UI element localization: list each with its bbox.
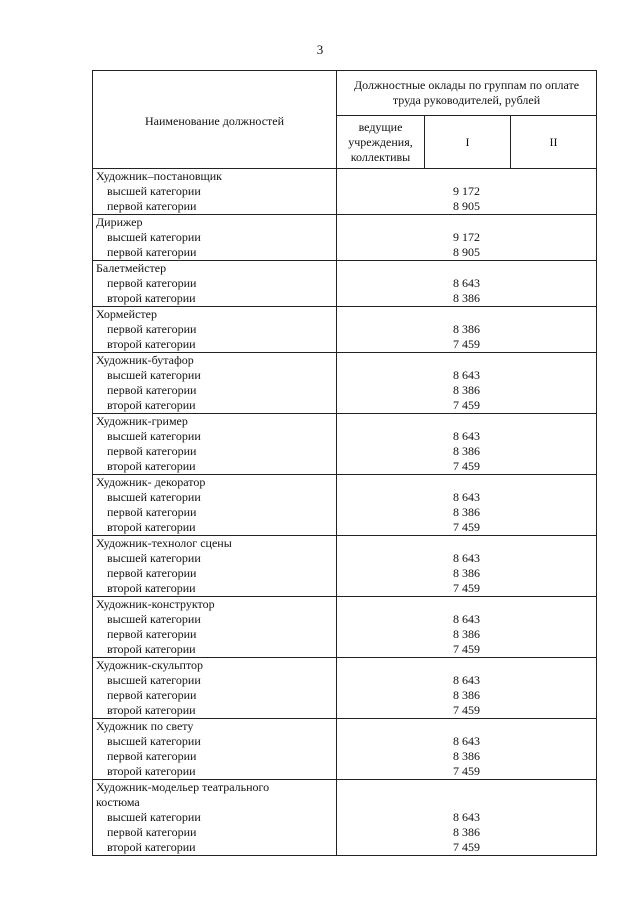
position-cell <box>93 307 337 353</box>
position-title: Хормейстер <box>96 307 157 321</box>
salary-value: 7 459 <box>453 581 481 595</box>
table-row <box>93 353 597 414</box>
salary-cell <box>337 215 597 261</box>
category-label: второй категории <box>107 703 196 717</box>
category-label: высшей категории <box>107 734 201 748</box>
category-label: второй категории <box>107 459 196 473</box>
table-row <box>93 597 597 658</box>
table-row <box>93 307 597 353</box>
position-cell <box>93 169 337 215</box>
salary-value: 8 386 <box>453 383 481 397</box>
salary-value: 9 172 <box>453 184 481 198</box>
table-row <box>93 719 597 780</box>
category-label: высшей категории <box>107 551 201 565</box>
category-label: высшей категории <box>107 673 201 687</box>
salary-value: 8 386 <box>453 291 481 305</box>
salary-cell <box>337 597 597 658</box>
category-label: второй категории <box>107 840 196 854</box>
salary-value: 8 386 <box>453 505 481 519</box>
salary-cell <box>337 414 597 475</box>
position-cell <box>93 414 337 475</box>
group-1-header: I <box>425 116 511 169</box>
category-label: первой категории <box>107 505 197 519</box>
position-title: Художник-бутафор <box>96 353 194 367</box>
category-label: второй категории <box>107 642 196 656</box>
salary-spacer <box>337 475 596 490</box>
salary-value: 8 386 <box>453 825 481 839</box>
salary-value: 7 459 <box>453 459 481 473</box>
salary-spacer <box>337 261 596 276</box>
position-title: Дирижер <box>96 215 143 229</box>
salary-cell <box>337 658 597 719</box>
table-row <box>93 475 597 536</box>
salary-value: 7 459 <box>453 337 481 351</box>
category-label: второй категории <box>107 764 196 778</box>
salary-spacer <box>337 658 596 673</box>
category-label: высшей категории <box>107 810 201 824</box>
category-label: первой категории <box>107 322 197 336</box>
group-2-header: II <box>511 116 597 169</box>
category-label: первой категории <box>107 566 197 580</box>
position-title: Художник-гример <box>96 414 188 428</box>
salary-cell <box>337 261 597 307</box>
table-row <box>93 169 597 215</box>
position-title: Художник-скульптор <box>96 658 204 672</box>
category-label: высшей категории <box>107 429 201 443</box>
salary-cell <box>337 475 597 536</box>
salary-cell <box>337 169 597 215</box>
category-label: высшей категории <box>107 490 201 504</box>
category-label: первой категории <box>107 276 197 290</box>
salary-value: 7 459 <box>453 642 481 656</box>
salary-value: 8 643 <box>453 368 481 382</box>
position-cell <box>93 536 337 597</box>
category-label: первой категории <box>107 688 197 702</box>
position-cell <box>93 780 337 856</box>
salary-table <box>92 70 597 856</box>
salary-spacer <box>337 353 596 368</box>
leading-institutions-header: ведущие учреждения, коллективы <box>337 116 425 169</box>
position-title: Художник-модельер театрального <box>96 780 270 794</box>
salary-spacer <box>337 780 596 795</box>
position-title: Художник-конструктор <box>96 597 215 611</box>
salary-value: 8 643 <box>453 551 481 565</box>
category-label: второй категории <box>107 581 196 595</box>
category-label: первой категории <box>107 444 197 458</box>
category-label: высшей категории <box>107 230 201 244</box>
position-title: Художник–постановщик <box>96 169 222 183</box>
category-label: второй категории <box>107 337 196 351</box>
salary-spacer <box>337 215 596 230</box>
category-label: второй категории <box>107 398 196 412</box>
salary-value: 8 643 <box>453 734 481 748</box>
category-label: первой категории <box>107 245 197 259</box>
table-row <box>93 536 597 597</box>
salary-value: 8 386 <box>453 566 481 580</box>
table-row <box>93 658 597 719</box>
salary-cell <box>337 353 597 414</box>
position-cell <box>93 597 337 658</box>
salary-cell <box>337 307 597 353</box>
table-row <box>93 780 597 856</box>
salary-value: 7 459 <box>453 764 481 778</box>
salary-spacer <box>337 536 596 551</box>
position-cell <box>93 658 337 719</box>
header-row-1 <box>93 71 597 116</box>
position-title: Художник-технолог сцены <box>96 536 232 550</box>
category-label: первой категории <box>107 383 197 397</box>
salary-value: 8 643 <box>453 276 481 290</box>
salary-value: 7 459 <box>453 703 481 717</box>
salary-value: 7 459 <box>453 840 481 854</box>
position-name-header: Наименование должностей <box>93 71 337 169</box>
salary-value: 8 905 <box>453 199 481 213</box>
position-cell <box>93 261 337 307</box>
position-title: Художник- декоратор <box>96 475 206 489</box>
category-label: второй категории <box>107 520 196 534</box>
salary-value: 7 459 <box>453 520 481 534</box>
table-row <box>93 215 597 261</box>
salary-value: 8 386 <box>453 322 481 336</box>
category-label: первой категории <box>107 749 197 763</box>
salary-value: 7 459 <box>453 398 481 412</box>
category-label: высшей категории <box>107 612 201 626</box>
salary-spacer <box>337 719 596 734</box>
salary-group-header: Должностные оклады по группам по оплате труда руководителей, рублей <box>337 71 597 116</box>
category-label: высшей категории <box>107 368 201 382</box>
category-label: высшей категории <box>107 184 201 198</box>
category-label: первой категории <box>107 199 197 213</box>
position-cell <box>93 215 337 261</box>
table-body <box>93 169 597 856</box>
position-title: Балетмейстер <box>96 261 167 275</box>
salary-value: 8 905 <box>453 245 481 259</box>
salary-spacer <box>337 597 596 612</box>
category-label: второй категории <box>107 291 196 305</box>
salary-value: 8 386 <box>453 627 481 641</box>
salary-cell <box>337 719 597 780</box>
salary-spacer <box>337 169 596 184</box>
salary-value: 8 643 <box>453 429 481 443</box>
salary-value: 8 386 <box>453 749 481 763</box>
position-title: костюма <box>96 795 140 809</box>
salary-value: 8 643 <box>453 490 481 504</box>
salary-value: 8 386 <box>453 688 481 702</box>
salary-spacer <box>337 307 596 322</box>
table-row <box>93 414 597 475</box>
position-cell <box>93 475 337 536</box>
table-row <box>93 261 597 307</box>
salary-value: 8 643 <box>453 673 481 687</box>
salary-spacer <box>337 414 596 429</box>
salary-value: 8 643 <box>453 810 481 824</box>
salary-value: 8 643 <box>453 612 481 626</box>
category-label: первой категории <box>107 627 197 641</box>
salary-value: 8 386 <box>453 444 481 458</box>
position-cell <box>93 719 337 780</box>
category-label: первой категории <box>107 825 197 839</box>
salary-spacer <box>337 795 596 810</box>
position-cell <box>93 353 337 414</box>
salary-cell <box>337 780 597 856</box>
page-number: 3 <box>316 42 324 57</box>
salary-value: 9 172 <box>453 230 481 244</box>
position-title: Художник по свету <box>96 719 194 733</box>
salary-cell <box>337 536 597 597</box>
